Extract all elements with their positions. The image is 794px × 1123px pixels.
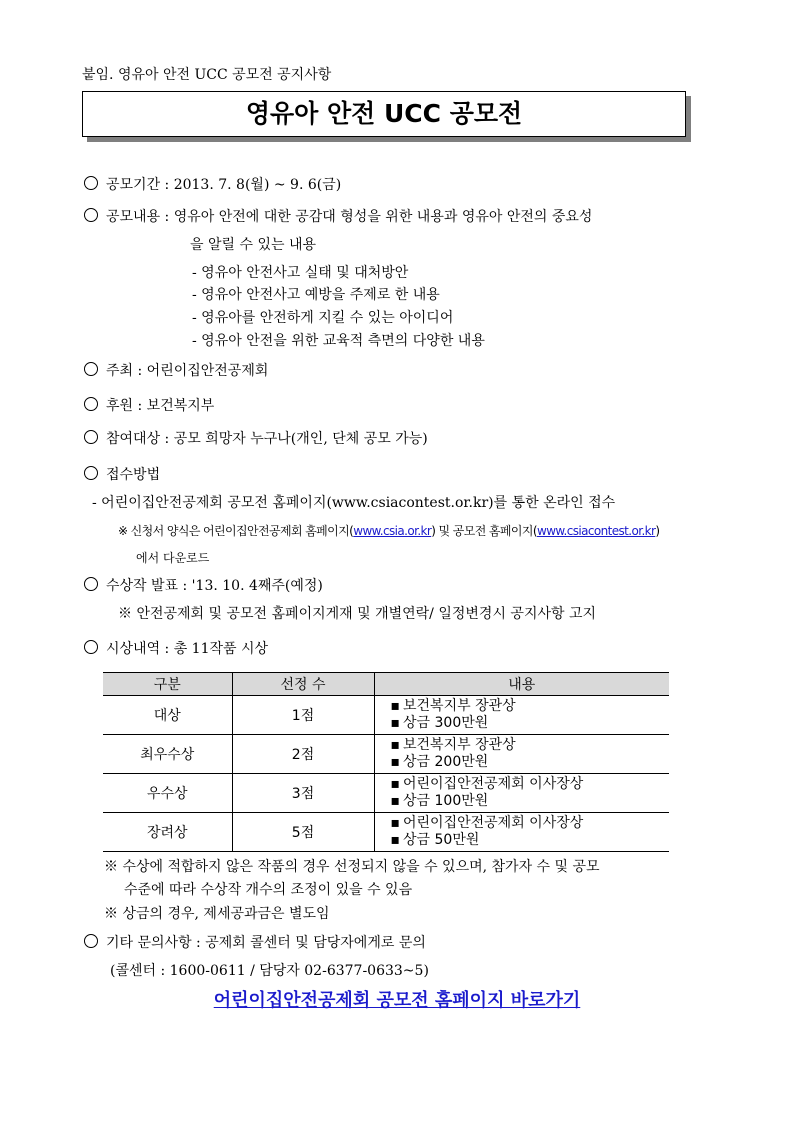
award-count: 1점 <box>232 696 374 735</box>
announcement-note: ※ 안전공제회 및 공모전 홈페이지게재 및 개별연락/ 일정변경시 공지사항 고지 <box>118 606 597 622</box>
award-count: 2점 <box>232 735 374 774</box>
submission-note-line2: 에서 다운로드 <box>136 551 210 565</box>
submission-heading: 접수방법 <box>106 467 161 483</box>
period-row <box>84 176 341 194</box>
inquiry-text: 기타 문의사항 : 공제회 콜센터 및 담당자에게로 문의 <box>106 935 426 951</box>
award-content <box>374 735 669 774</box>
award-category: 우수상 <box>103 774 232 813</box>
header-category: 구분 <box>103 673 232 696</box>
content-item: - 영유아 안전사고 실태 및 대처방안 <box>192 265 409 281</box>
contest-homepage-link[interactable]: www.csiacontest.or.kr <box>536 524 656 538</box>
awards-heading: 시상내역 : 총 11작품 시상 <box>106 641 269 657</box>
announcement-row <box>84 577 323 595</box>
submission-note-suffix: ) <box>655 524 660 538</box>
award-count: 5점 <box>232 813 374 852</box>
award-prize: ▪ 보건복지부 장관상 <box>391 737 670 754</box>
award-content <box>374 813 669 852</box>
awards-note2: ※ 상금의 경우, 제세공과금은 별도임 <box>104 906 330 922</box>
award-content <box>374 696 669 735</box>
award-prize: ▪ 어린이집안전공제회 이사장상 <box>391 815 670 832</box>
awards-heading-row <box>84 640 268 658</box>
content-row <box>84 208 592 226</box>
circle-bullet-icon <box>84 176 98 190</box>
sponsor-text: 후원 : 보건복지부 <box>106 398 215 414</box>
host-text: 주최 : 어린이집안전공제회 <box>106 363 269 379</box>
circle-bullet-icon <box>84 430 98 444</box>
circle-bullet-icon <box>84 577 98 591</box>
award-count: 3점 <box>232 774 374 813</box>
table-row <box>103 774 669 813</box>
awards-note1-line1: ※ 수상에 적합하지 않은 작품의 경우 선정되지 않을 수 있으며, 참가자 수 및 공모 <box>104 859 600 875</box>
content-item: - 영유아를 안전하게 지킬 수 있는 아이디어 <box>192 310 454 326</box>
award-category: 장려상 <box>103 813 232 852</box>
header-content: 내용 <box>374 673 669 696</box>
csia-homepage-link[interactable]: www.csia.or.kr <box>353 524 432 538</box>
content-line1: 공모내용 : 영유아 안전에 대한 공감대 형성을 위한 내용과 영유아 안전의 중요성 <box>106 209 593 225</box>
host-row <box>84 362 268 380</box>
announcement-text: 수상작 발표 : '13. 10. 4째주(예정) <box>106 578 323 594</box>
submission-note-mid: ) 및 공모전 홈페이지( <box>431 524 537 538</box>
attachment-label: 붙임. 영유아 안전 UCC 공모전 공지사항 <box>82 67 332 83</box>
circle-bullet-icon <box>84 466 98 480</box>
submission-line: - 어린이집안전공제회 공모전 홈페이지(www.csiacontest.or.kr)를 통한 온라인 접수 <box>92 495 616 511</box>
content-line2: 을 알릴 수 있는 내용 <box>190 237 316 253</box>
period-text: 공모기간 : 2013. 7. 8(월) ~ 9. 6(금) <box>106 177 342 193</box>
circle-bullet-icon <box>84 640 98 654</box>
table-row <box>103 735 669 774</box>
table-row <box>103 696 669 735</box>
contest-homepage-shortcut-link[interactable]: 어린이집안전공제회 공모전 홈페이지 바로가기 <box>213 990 581 1011</box>
award-money: ▪ 상금 200만원 <box>391 754 670 771</box>
eligibility-row <box>84 430 428 448</box>
sponsor-row <box>84 397 214 415</box>
submission-heading-row <box>84 466 160 484</box>
award-prize: ▪ 보건복지부 장관상 <box>391 698 670 715</box>
title-box <box>82 91 686 137</box>
header-count: 선정 수 <box>232 673 374 696</box>
eligibility-text: 참여대상 : 공모 희망자 누구나(개인, 단체 공모 가능) <box>106 431 428 447</box>
award-category: 대상 <box>103 696 232 735</box>
circle-bullet-icon <box>84 934 98 948</box>
award-money: ▪ 상금 100만원 <box>391 793 670 810</box>
circle-bullet-icon <box>84 362 98 376</box>
award-prize: ▪ 어린이집안전공제회 이사장상 <box>391 776 670 793</box>
circle-bullet-icon <box>84 208 98 222</box>
awards-header-row <box>103 673 669 696</box>
inquiry-contact: (콜센터 : 1600-0611 / 담당자 02-6377-0633~5) <box>110 963 429 979</box>
awards-note1-line2: 수준에 따라 수상작 개수의 조정이 있을 수 있음 <box>124 882 413 898</box>
table-row <box>103 813 669 852</box>
awards-table <box>103 672 669 852</box>
award-money: ▪ 상금 300만원 <box>391 715 670 732</box>
circle-bullet-icon <box>84 397 98 411</box>
content-item: - 영유아 안전사고 예방을 주제로 한 내용 <box>192 287 440 303</box>
content-item: - 영유아 안전을 위한 교육적 측면의 다양한 내용 <box>192 333 485 349</box>
page-title: 영유아 안전 UCC 공모전 <box>245 99 523 128</box>
submission-note-prefix: ※ 신청서 양식은 어린이집안전공제회 홈페이지( <box>118 524 354 538</box>
award-money: ▪ 상금 50만원 <box>391 832 670 849</box>
award-content <box>374 774 669 813</box>
submission-note <box>118 522 659 539</box>
inquiry-row <box>84 934 426 952</box>
award-category: 최우수상 <box>103 735 232 774</box>
